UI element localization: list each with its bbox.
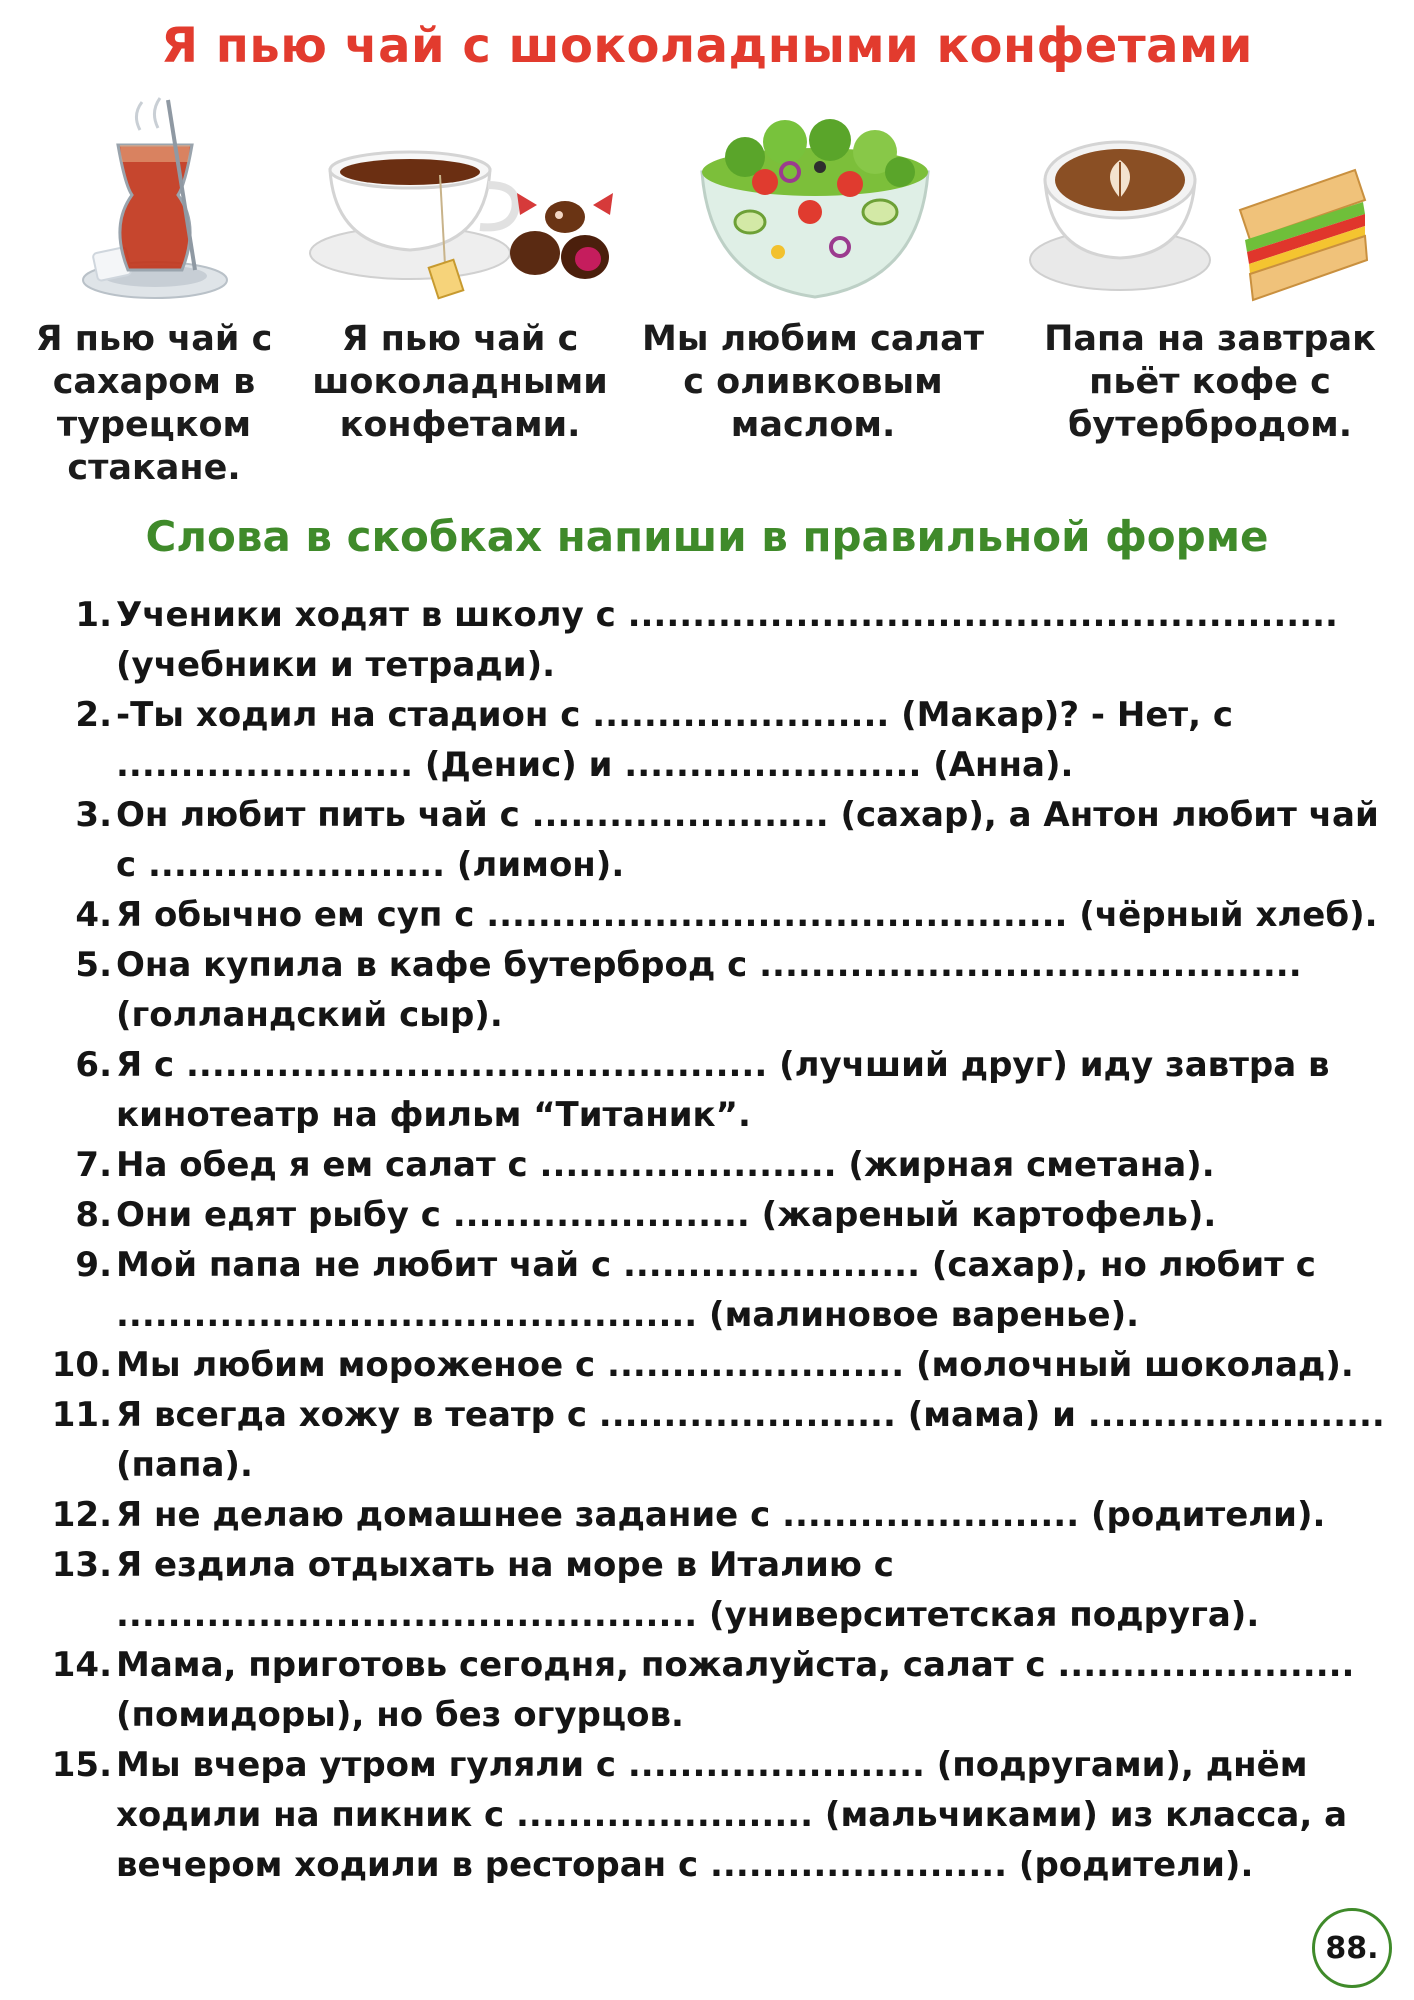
exercise-item [40, 1040, 1385, 1140]
exercise-text: Мы любим мороженое с ....................... (молочный шоколад). [116, 1345, 1354, 1385]
exercise-number: 2. [75, 695, 112, 735]
exercise-item [40, 1340, 1385, 1390]
exercise-item [40, 1140, 1385, 1190]
exercise-number: 6. [75, 1045, 112, 1085]
exercise-number: 8. [75, 1195, 112, 1235]
exercise-instruction: Слова в скобках напиши в правильной форме [145, 512, 1269, 561]
exercise-number: 1. [75, 595, 112, 635]
caption-salad: Мы любим салат с оливковым маслом. [642, 319, 984, 445]
exercise-text: Мой папа не любит чай с ....................... (сахар), но любит с ............................................. (малиновое варенье). [116, 1245, 1316, 1335]
exercise-number: 3. [75, 795, 112, 835]
exercise-list [40, 590, 1385, 1890]
turkish-tea-glass-icon [70, 90, 240, 305]
exercise-item [40, 790, 1385, 890]
page-number-badge: 88. [1312, 1908, 1392, 1988]
exercise-item [40, 1540, 1385, 1640]
exercise-number: 13. [51, 1545, 112, 1585]
exercise-item [40, 690, 1385, 790]
tea-cup-with-chocolates-icon [305, 135, 625, 305]
exercise-number: 11. [51, 1395, 112, 1435]
exercise-number: 10. [51, 1345, 112, 1385]
caption-tea-sugar: Я пью чай с сахаром в турецком стакане. [35, 319, 273, 488]
exercise-text: Мы вчера утром гуляли с ....................... (подругами), днём ходили на пикник с ....................... (мальчиками) из класса, а вечером ходили в ресторан с ....................... (родители). [116, 1745, 1348, 1885]
exercise-number: 9. [75, 1245, 112, 1285]
exercise-number: 15. [51, 1745, 112, 1785]
exercise-text: -Ты ходил на стадион с ....................... (Макар)? - Нет, с ....................... (Денис) и ....................... (Анна). [116, 695, 1233, 785]
exercise-item [40, 940, 1385, 1040]
exercise-item [40, 1740, 1385, 1890]
coffee-and-sandwich-icon [1025, 130, 1370, 305]
exercise-text: Я с ............................................. (лучший друг) иду завтра в кинотеатр на фильм “Титаник”. [116, 1045, 1330, 1135]
exercise-item [40, 1190, 1385, 1240]
page-title: Я пью чай с шоколадными конфетами [161, 18, 1253, 74]
exercise-text: Я не делаю домашнее задание с ....................... (родители). [116, 1495, 1326, 1535]
exercise-item [40, 1640, 1385, 1740]
exercise-text: Ученики ходят в школу с ....................................................... (учебники и тетради). [116, 595, 1338, 685]
exercise-item [40, 890, 1385, 940]
salad-bowl-icon [690, 112, 940, 307]
exercise-item [40, 1490, 1385, 1540]
exercise-text: Они едят рыбу с ....................... (жареный картофель). [116, 1195, 1217, 1235]
exercise-text: На обед я ем салат с ....................... (жирная сметана). [116, 1145, 1215, 1185]
exercise-number: 12. [51, 1495, 112, 1535]
exercise-item [40, 1240, 1385, 1340]
caption-tea-chocolates: Я пью чай с шоколадными конфетами. [312, 319, 608, 445]
exercise-number: 14. [51, 1645, 112, 1685]
exercise-number: 5. [75, 945, 112, 985]
exercise-text: Я всегда хожу в театр с ....................... (мама) и ....................... (папа). [116, 1395, 1385, 1485]
exercise-text: Она купила в кафе бутерброд с .......................................... (голландский сыр). [116, 945, 1302, 1035]
exercise-text: Он любит пить чай с ....................... (сахар), а Антон любит чай с ....................... (лимон). [116, 795, 1379, 885]
exercise-text: Я обычно ем суп с ............................................. (чёрный хлеб). [116, 895, 1378, 935]
exercise-item [40, 1390, 1385, 1490]
exercise-text: Я ездила отдыхать на море в Италию с ............................................. (университетская подруга). [116, 1545, 1260, 1635]
caption-coffee-sandwich: Папа на завтрак пьёт кофе с бутербродом. [1044, 319, 1376, 445]
exercise-item [40, 590, 1385, 690]
exercise-text: Мама, приготовь сегодня, пожалуйста, салат с ....................... (помидоры), но без огурцов. [116, 1645, 1355, 1735]
exercise-number: 7. [75, 1145, 112, 1185]
exercise-number: 4. [75, 895, 112, 935]
